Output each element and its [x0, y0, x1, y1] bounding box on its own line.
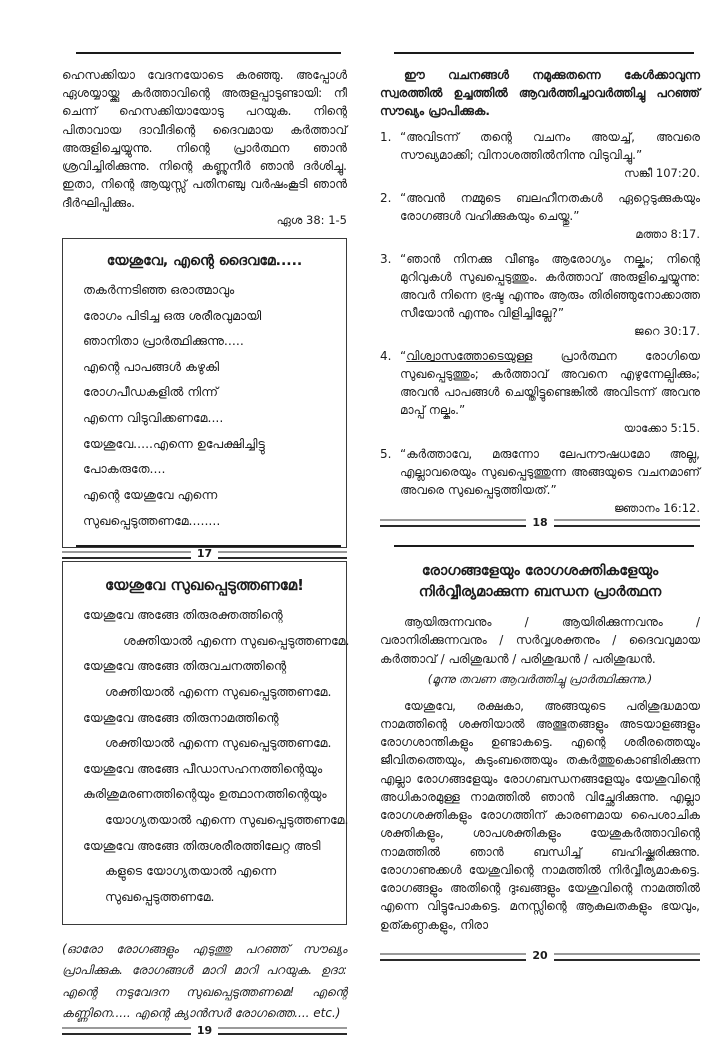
prayer-box — [62, 238, 347, 548]
verse-text — [400, 128, 700, 182]
verse-number: 1. — [380, 129, 392, 144]
page-top-rule — [394, 52, 694, 54]
bandhana-prayer-title — [380, 561, 700, 603]
verse-reference: ജ്ഞാനം 16:12. — [613, 500, 700, 515]
verse-quote: “അവൻ നമ്മുടെ ബലഹീനതകൾ ഏറ്റെടുക്കുകയും രോഗങ്ങൾ വഹിക്കുകയും ചെയ്തു.” — [400, 190, 700, 223]
verse-text — [400, 445, 700, 517]
prayer-line: യേശുവേ അങ്ങേ തിരുശരീരത്തിലേറ്റ അടി — [83, 837, 321, 853]
page-number: 20 — [532, 949, 548, 962]
prayer-line: യേശുവേ അങ്ങേ പീഡാസഹനത്തിന്റെയും — [83, 760, 323, 776]
repetition-rubric: (മൂന്നു തവണ ആവർത്തിച്ചു പ്രാർത്ഥിക്കുന്നു.) — [427, 671, 653, 686]
verse-reference: സങ്കീ 107:20. — [624, 165, 700, 180]
verse-text — [400, 189, 700, 243]
title-line-1: രോഗങ്ങളേയും രോഗശക്തികളേയും — [421, 563, 659, 579]
booklet-page-20 — [380, 545, 700, 963]
verse-reference: മത്താ 8:17. — [635, 226, 700, 241]
verse-item — [380, 128, 700, 182]
prayer-line: ഞാനിതാ പ്രാർത്ഥിക്കുന്നു..... — [83, 333, 244, 349]
prayer-line: രോഗപീഡകളിൽ നിന്ന് — [83, 384, 219, 400]
verse-text — [400, 347, 700, 437]
booklet-page-17 — [62, 52, 347, 561]
prayer-line: ശക്തിയാൽ എന്നെ സുഖപ്പെടുത്തണമേ. — [105, 683, 332, 699]
footer-rule-left — [380, 519, 526, 527]
prayer-line: എന്റെ പാപങ്ങൾ കഴുകി — [83, 358, 220, 374]
booklet-page-19 — [62, 545, 350, 1037]
page-footer — [380, 950, 700, 963]
prayer-line: യേശുവേ അങ്ങേ തിരുനാമത്തിന്റെ — [83, 709, 279, 725]
verse-number: 5. — [380, 446, 392, 461]
verse-quote-open: “ — [400, 349, 407, 364]
prayer-line: സുഖപ്പെടുത്തണമേ. — [105, 888, 215, 904]
verse-item — [380, 189, 700, 243]
prayer-line: സുഖപ്പെടുത്തണമേ........ — [83, 512, 221, 528]
prayer-line: തകർന്നടിഞ്ഞ ഒരാത്മാവും — [83, 281, 235, 297]
footer-rule-right — [554, 953, 700, 961]
footer-rule-left — [380, 953, 526, 961]
page-number: 17 — [196, 547, 213, 561]
verse-text — [400, 250, 700, 340]
page-top-rule — [76, 545, 341, 547]
page-top-rule — [394, 545, 694, 547]
page-number: 19 — [196, 1023, 213, 1037]
verse-quote: “കർത്താവേ, മരുന്നോ ലേപനൗഷധമോ അല്ല, എല്ലാവരെയും സുഖപ്പെടുത്തുന്ന അങ്ങയുടെ വചനമാണ് അവരെ സുഖപ്പെടുത്തിയത്.” — [400, 446, 700, 497]
booklet-page-18 — [380, 52, 700, 529]
scripture-paragraph: ഹെസക്കിയാ വേദനയോടെ കരഞ്ഞു. അപ്പോൾ ഏശയ്യായ്ക്കു കർത്താവിന്റെ അരുളപ്പാടുണ്ടായി: നീ ചെന്ന് ഹെസക്കിയായോടു പറയുക. നിന്റെ പിതാവായ ദാവീദിന്റെ ദൈവമായ കർത്താവ് അരുളിച്ചെയ്യുന്നു. നിന്റെ പ്രാർത്ഥന ഞാൻ ശ്രവിച്ചിരിക്കുന്നു. നിന്റെ കണ്ണുനീർ ഞാൻ ദർശിച്ചു. ഇതാ, നിന്റെ ആയുസ്സ് പതിനഞ്ചു വർഷംകൂടി ഞാൻ ദീർഘിപ്പിക്കും. — [62, 68, 347, 210]
prayer-line: ശക്തിയാൽ എന്നെ സുഖപ്പെടുത്തണമേ. — [105, 735, 332, 751]
prayer-line: എന്റെ യേശുവേ എന്നെ — [83, 486, 218, 502]
verse-quote: “അവിടന്ന് തന്റെ വചനം അയച്ച്, അവരെ സൗഖ്യമാക്കി; വിനാശത്തിൽനിന്നു വിടുവിച്ചു.” — [400, 129, 700, 162]
title-line-2: നിർവ്വീര്യമാക്കുന്ന ബന്ധന പ്രാർത്ഥന — [418, 584, 662, 601]
prayer-line: കളുടെ യോഗ്യതയാൽ എന്നെ — [105, 863, 277, 879]
verse-quote: പ്രാർത്ഥന രോഗിയെ സുഖപ്പെടുത്തും; കർത്താവ് അവനെ എഴുന്നേല്പിക്കും; അവൻ പാപങ്ങൾ ചെയ്തിട്ടുണ്ടെങ്കിൽ അവിടന്ന് അവനു മാപ്പ് നല്കും.” — [400, 349, 700, 418]
verse-item — [380, 445, 700, 517]
verse-item — [380, 347, 700, 437]
verse-number: 3. — [380, 252, 392, 267]
healing-verses-intro: ഈ വചനങ്ങൾ നമുക്കുതന്നെ കേൾക്കാവുന്ന സ്വരത്തിൽ ഉച്ചത്തിൽ ആവർത്തിച്ചാവർത്തിച്ചു പറഞ്ഞ് സൗഖ്യം പ്രാപിക്കുക. — [380, 68, 700, 119]
scripture-reference: ഏശ 38: 1-5 — [276, 212, 347, 227]
verse-number: 2. — [380, 190, 392, 205]
prayer-line: യേശുവേ അങ്ങേ തിരുരക്തത്തിന്റെ — [83, 607, 283, 622]
prayer-box-title: യേശുവേ, എന്റെ ദൈവമേ..... — [106, 252, 303, 269]
footer-rule-left — [62, 1027, 191, 1035]
page-footer — [380, 517, 700, 530]
prayer-line: പോകരുതേ.... — [83, 461, 166, 477]
prayer-line: രോഗം പിടിച്ച ഒരു ശരീരവുമായി — [83, 307, 262, 323]
prayer-line: ശക്തിയാൽ എന്നെ സുഖപ്പെടുത്തണമേ. — [123, 632, 350, 648]
verse-number: 4. — [380, 349, 392, 364]
footer-rule-right — [218, 1027, 347, 1035]
prayer-line: കുരിശുമരണത്തിന്റെയും ഉത്ഥാനത്തിന്റെയും — [83, 786, 327, 802]
verse-quote: “ഞാൻ നിനക്കു വീണ്ടും ആരോഗ്യം നല്കും; നിന്റെ മുറിവുകൾ സുഖപ്പെടുത്തും. കർത്താവ് അരുളിച്ചെയ്യുന്നു: അവർ നിന്നെ ഭ്രഷ്ട എന്നും ആരും തിരിഞ്ഞുനോക്കാത്ത സീയോൻ എന്നും വിളിച്ചില്ലേ?” — [400, 252, 700, 321]
page-top-rule — [76, 52, 341, 54]
prayer-line: യോഗ്യതയാൽ എന്നെ സുഖപ്പെടുത്തണമേ. — [105, 812, 349, 827]
prayer-line: എന്നെ വിടുവിക്കണമേ.... — [83, 410, 224, 425]
verse-item — [380, 250, 700, 340]
verse-underlined-word: വിശ്വാസത്തോടെയുള്ള — [406, 349, 533, 364]
usage-note: (ഓരോ രോഗങ്ങളും എടുത്തു പറഞ്ഞ് സൗഖ്യം പ്രാപിക്കുക. രോഗങ്ങൾ മാറി മാറി പറയുക. ഉദാ: എന്റെ നടുവേദന സുഖപ്പെടുത്തണമെ! എന്റെ കണ്ണിനെ..... എന്റെ ക്യാൻസർ രോഗത്തെ.... etc.) — [62, 941, 347, 1021]
page-footer — [62, 1025, 347, 1038]
bandhana-prayer-paragraph: യേശുവേ, രക്ഷകാ, അങ്ങയുടെ പരിശുദ്ധമായ നാമത്തിന്റെ ശക്തിയാൽ അത്ഭുതങ്ങളും അടയാളങ്ങളും രോഗശാന്തികളും ഉണ്ടാകട്ടെ. എന്റെ ശരീരത്തെയും ജീവിതത്തെയും, കുടുംബത്തെയും തകർത്തുകൊണ്ടിരിക്കുന്ന എല്ലാ രോഗങ്ങളേയും രോഗബന്ധനങ്ങളേയും യേശുവിന്റെ അധികാരമുള്ള നാമത്തിൽ ഞാൻ വിച്ഛേദിക്കുന്നു. എല്ലാ രോഗശക്തികളും രോഗത്തിന് കാരണമായ പൈശാചിക ശക്തികളും, ശാപശക്തികളും യേശുകർത്താവിന്റെ നാമത്തിൽ ഞാൻ ബന്ധിച്ച് ബഹിഷ്ക്കരിക്കുന്നു. രോഗാണുക്കൾ യേശുവിന്റെ നാമത്തിൽ നിർവ്വീര്യമാകട്ടെ. രോഗങ്ങളും അതിന്റെ ദുഃഖങ്ങളും യേശുവിന്റെ നാമത്തിൽ എന്നെ വിട്ടുപോകട്ടെ. മനസ്സിന്റെ ആകുലതകളും ഭയവും, ഉത്കണ്ഠകളും, നിരാ — [380, 698, 700, 932]
prayer-line: യേശുവേ അങ്ങേ തിരുവചനത്തിന്റെ — [83, 658, 287, 674]
prayer-box-title: യേശുവേ സുഖപ്പെടുത്തണമേ! — [105, 576, 304, 594]
invocation-text: ആയിരുന്നവനും / ആയിരിക്കുന്നവനും / വരാനിരിക്കുന്നവനും / സർവ്വശക്തനും / ദൈവവുമായ കർത്താവ് / പരിശുദ്ധൻ / പരിശുദ്ധൻ / പരിശുദ്ധൻ. — [380, 615, 700, 666]
verse-reference: ജറെ 30:17. — [634, 324, 700, 339]
prayer-box — [62, 561, 350, 925]
footer-rule-right — [554, 519, 700, 527]
page-number: 18 — [532, 515, 548, 529]
verse-reference: യാക്കോ 5:15. — [623, 421, 700, 436]
prayer-line: യേശുവേ.....എന്നെ ഉപേക്ഷിച്ചിട്ടു — [83, 435, 265, 451]
